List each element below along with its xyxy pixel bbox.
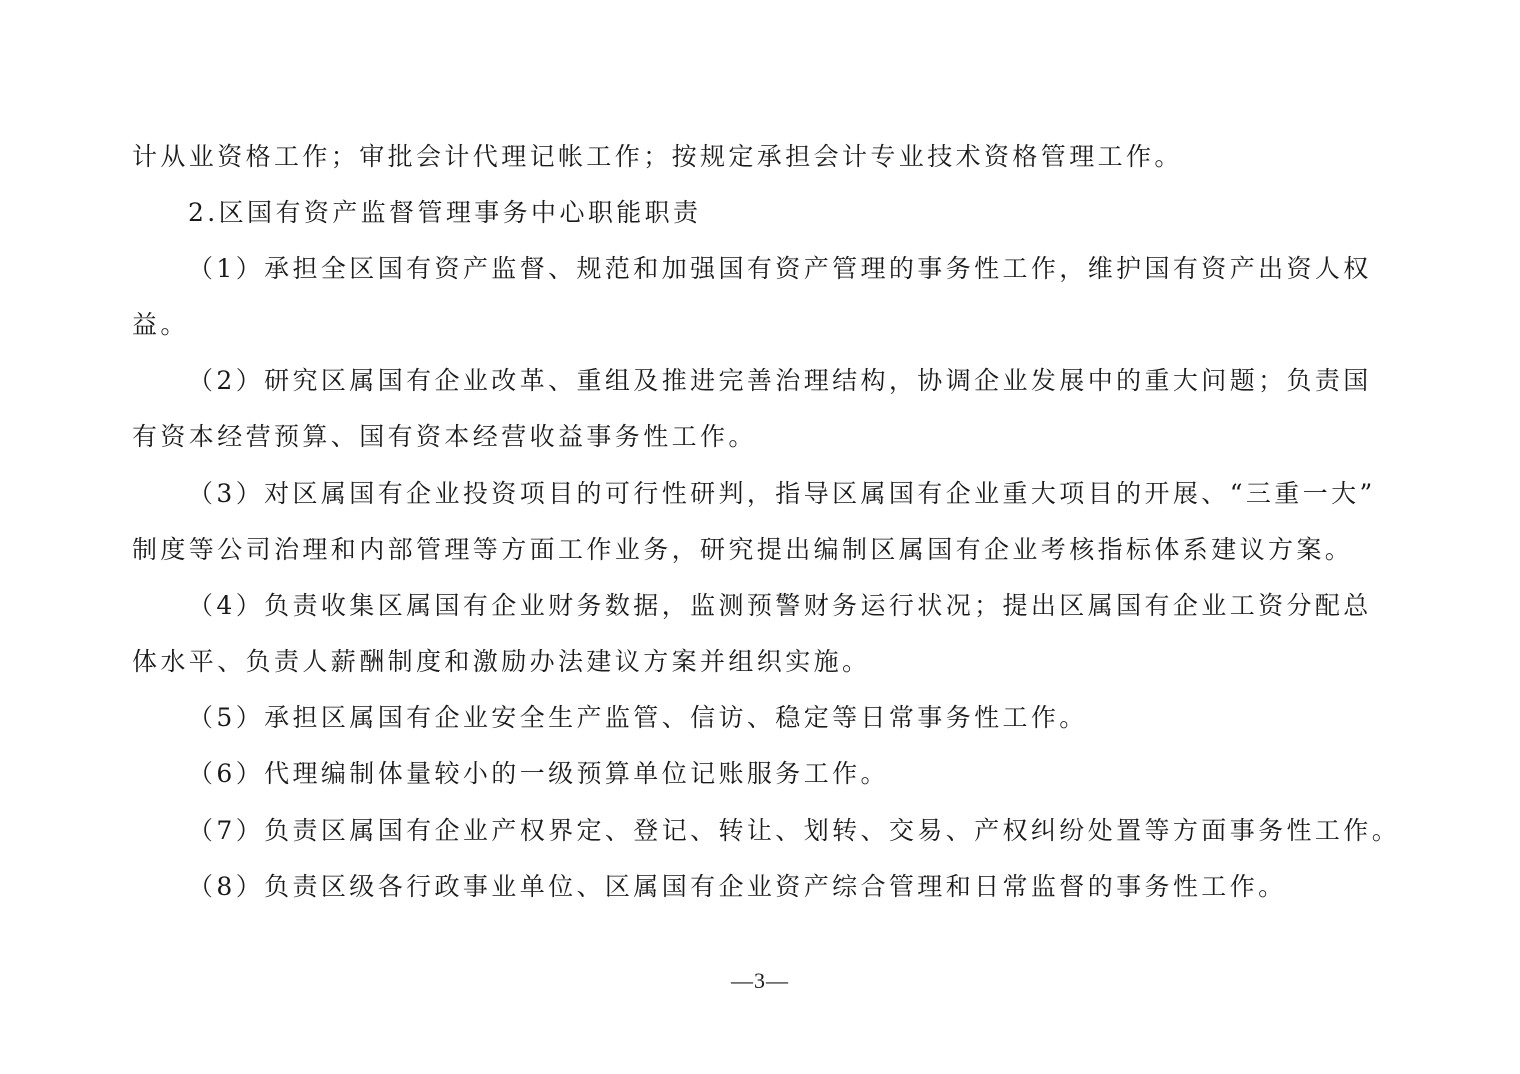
- section-heading: 2.区国有资产监督管理事务中心职能职责: [188, 198, 702, 227]
- paragraph-item-5: （5）承担区属国有企业安全生产监管、信访、稳定等日常事务性工作。: [188, 703, 1088, 732]
- page-number: —3—: [731, 968, 789, 993]
- paragraph-item-4-line-2: 体水平、负责人薪酬制度和激励办法建议方案并组织实施。: [132, 647, 871, 676]
- paragraph-item-3-line-2: 制度等公司治理和内部管理等方面工作业务，研究提出编制区属国有企业考核指标体系建议方案。: [132, 535, 1354, 564]
- paragraph-item-6: （6）代理编制体量较小的一级预算单位记账服务工作。: [188, 759, 889, 788]
- paragraph-line-continuation: 计从业资格工作；审批会计代理记帐工作；按规定承担会计专业技术资格管理工作。: [132, 142, 1183, 171]
- paragraph-item-2-line-1: （2）研究区属国有企业改革、重组及推进完善治理结构，协调企业发展中的重大问题；负责国: [188, 366, 1372, 395]
- paragraph-item-7: （7）负责区属国有企业产权界定、登记、转让、划转、交易、产权纠纷处置等方面事务性工作。: [188, 816, 1401, 845]
- paragraph-item-1-line-2: 益。: [132, 310, 189, 339]
- paragraph-item-1-line-1: （1）承担全区国有资产监督、规范和加强国有资产管理的事务性工作，维护国有资产出资人权: [188, 254, 1372, 283]
- paragraph-item-8: （8）负责区级各行政事业单位、区属国有企业资产综合管理和日常监督的事务性工作。: [188, 872, 1287, 901]
- paragraph-item-4-line-1: （4）负责收集区属国有企业财务数据，监测预警财务运行状况；提出区属国有企业工资分配总: [188, 591, 1372, 620]
- paragraph-item-3-line-1: （3）对区属国有企业投资项目的可行性研判，指导区属国有企业重大项目的开展、“三重一大”: [188, 479, 1376, 508]
- paragraph-item-2-line-2: 有资本经营预算、国有资本经营收益事务性工作。: [132, 422, 757, 451]
